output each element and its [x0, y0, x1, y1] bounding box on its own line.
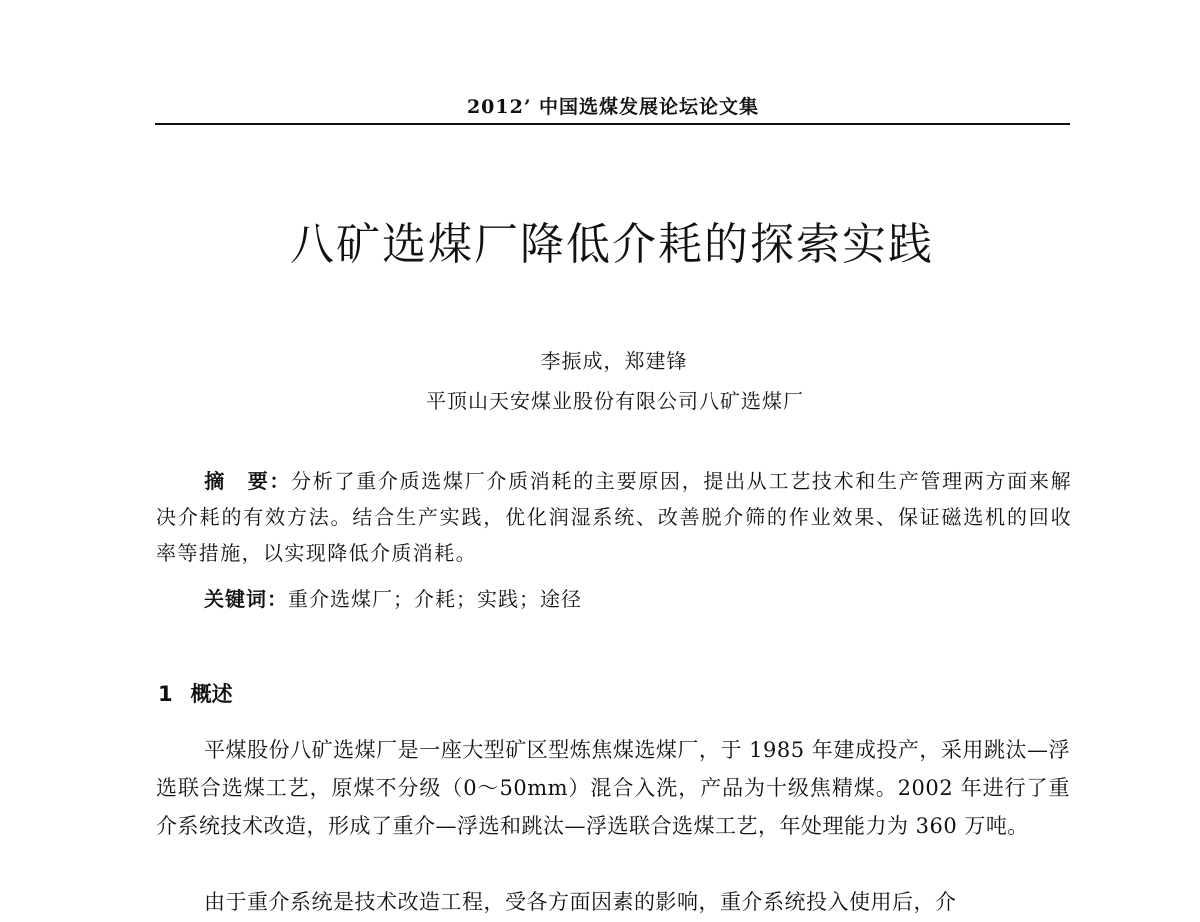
header-rule: [155, 123, 1070, 125]
body-paragraph: [156, 883, 1070, 921]
body-paragraph-text: 平煤股份八矿选煤厂是一座大型矿区型炼焦煤选煤厂，于 1985 年建成投产，采用跳汰—浮选联合选煤工艺，原煤不分级（0～50mm）混合入洗，产品为十级焦精煤。2002 年进行了重介系统技术改造，形成了重介—浮选和跳汰—浮选联合选煤工艺，年处理能力为 360 万吨。: [156, 738, 1070, 838]
keywords-text: 重介选煤厂；介耗；实践；途径: [288, 587, 582, 611]
abstract-label: 摘 要：: [204, 469, 292, 493]
authors: 李振成，郑建锋: [540, 349, 688, 373]
section-title: 概述: [190, 682, 233, 706]
section-number: 1: [158, 682, 173, 706]
keywords-label: 关键词：: [204, 587, 288, 611]
abstract-text: 分析了重介质选煤厂介质消耗的主要原因，提出从工艺技术和生产管理两方面来解决介耗的有效方法。结合生产实践，优化润湿系统、改善脱介筛的作业效果、保证磁选机的回收率等措施，以实现降低介质消耗。: [156, 469, 1072, 565]
section-heading: [158, 678, 233, 708]
body-paragraph-text: 由于重介系统是技术改造工程，受各方面因素的影响，重介系统投入使用后，介: [204, 890, 957, 914]
keywords: [204, 583, 582, 612]
affiliation: 平顶山天安煤业股份有限公司八矿选煤厂: [426, 389, 804, 413]
paper-title: 八矿选煤厂降低介耗的探索实践: [290, 219, 934, 270]
running-header: 2012’ 中国选煤发展论坛论文集: [466, 96, 760, 118]
body-paragraph: [156, 731, 1070, 845]
abstract: [156, 463, 1072, 571]
